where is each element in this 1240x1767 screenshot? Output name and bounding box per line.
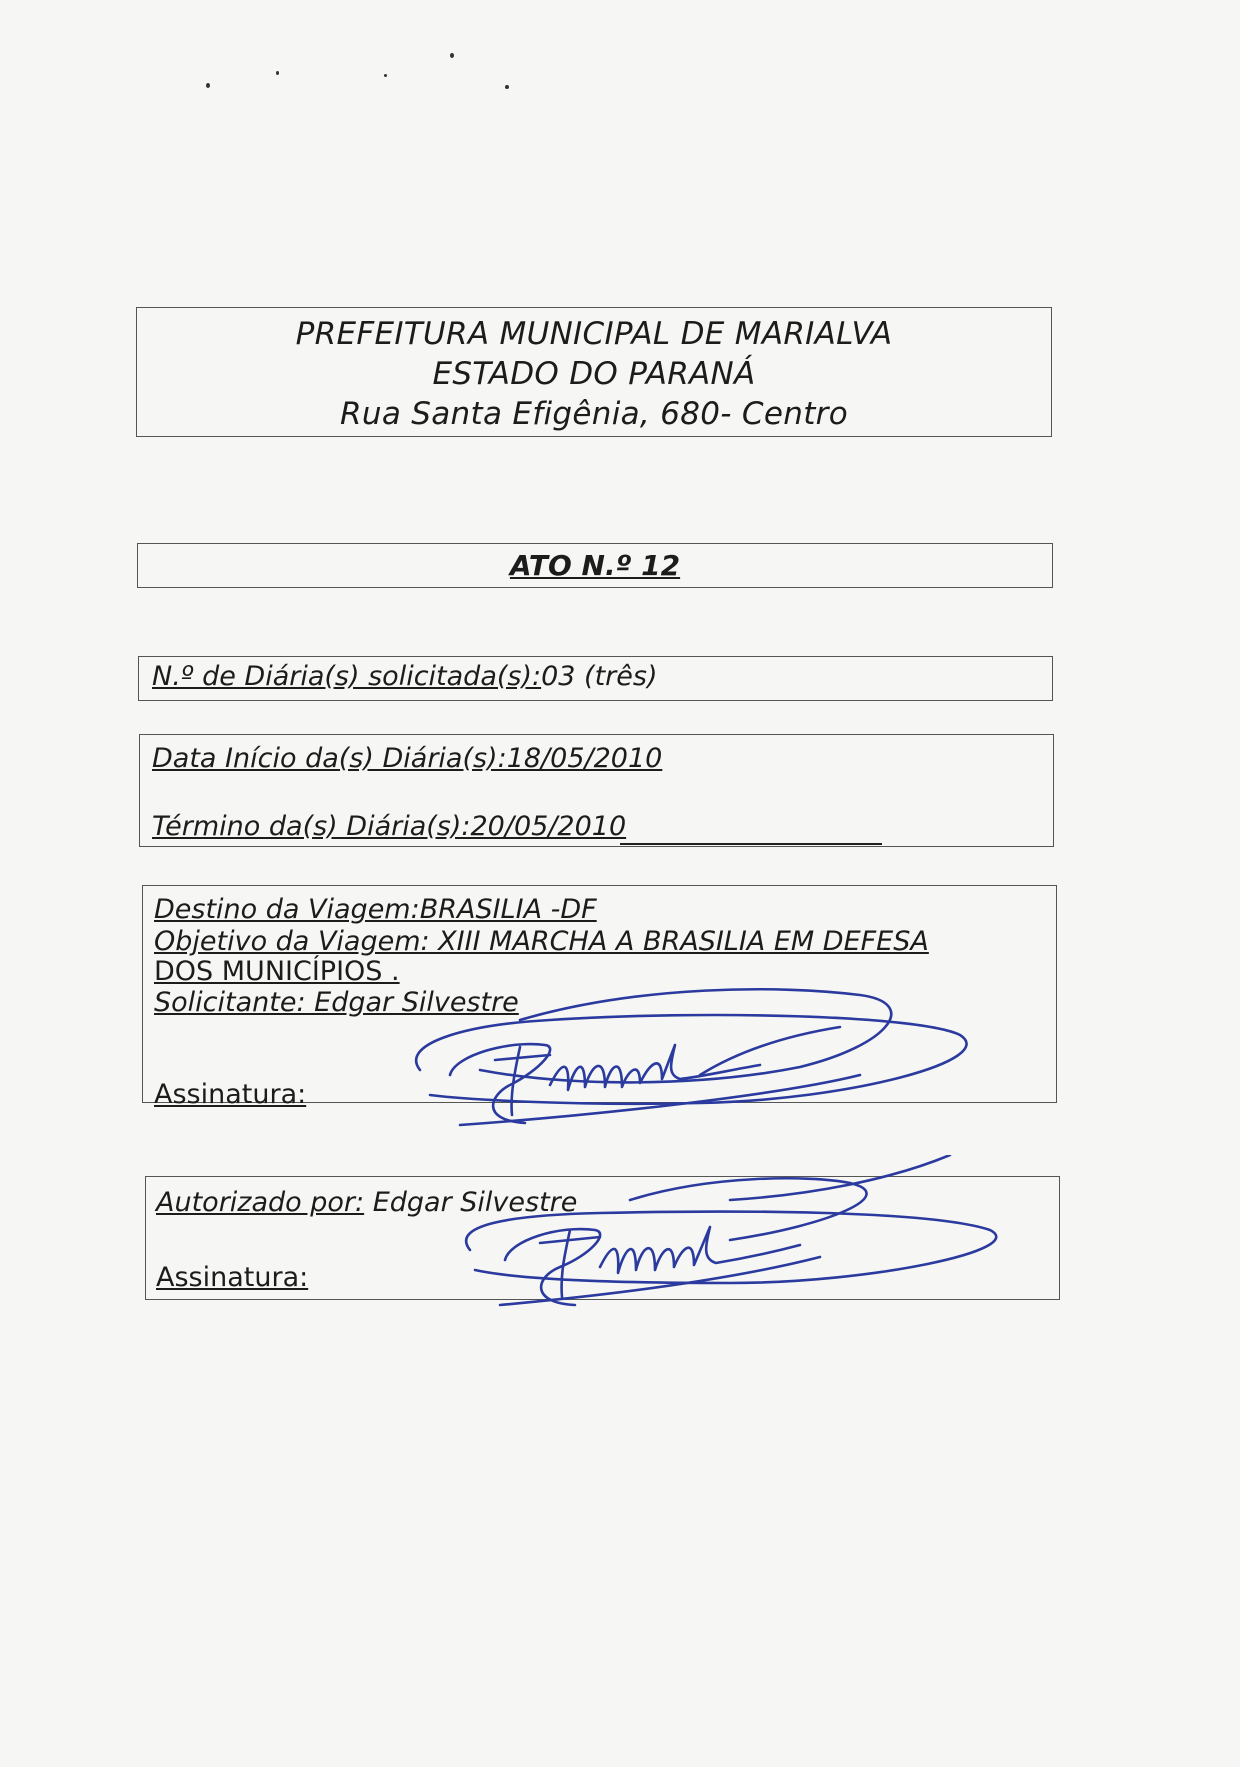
autorizado-name: Edgar Silvestre (372, 1187, 578, 1218)
state-name: ESTADO DO PARANÁ (432, 356, 756, 392)
autorizado-box (145, 1176, 1060, 1300)
objetivo-line2: DOS MUNICÍPIOS . (154, 956, 400, 987)
viagem-box (142, 885, 1057, 1110)
scan-speck (206, 83, 210, 88)
diarias-value: 03 (três) (541, 661, 658, 692)
autorizado-line (156, 1187, 577, 1218)
ato-box (137, 543, 1053, 588)
municipality-name: PREFEITURA MUNICIPAL DE MARIALVA (295, 316, 893, 352)
autorizado-label: Autorizado por: (156, 1187, 365, 1218)
termino-underline (620, 843, 882, 845)
datas-box (139, 734, 1054, 847)
data-inicio: Data Início da(s) Diária(s):18/05/2010 (152, 743, 663, 774)
scan-speck (276, 71, 279, 75)
destino: Destino da Viagem:BRASILIA -DF (154, 894, 597, 925)
diarias-box (138, 656, 1053, 701)
objetivo-line1: Objetivo da Viagem: XIII MARCHA A BRASILIA EM DEFESA (154, 926, 929, 957)
assinatura-label-autorizado: Assinatura: (156, 1262, 309, 1293)
address: Rua Santa Efigênia, 680- Centro (340, 396, 848, 432)
diarias-label: N.º de Diária(s) solicitada(s): (152, 661, 542, 692)
scan-speck (450, 53, 454, 58)
header-box (136, 307, 1052, 437)
scan-speck (505, 85, 509, 89)
scan-speck (384, 74, 387, 77)
data-termino: Término da(s) Diária(s):20/05/2010 (152, 811, 627, 842)
diarias-line (152, 661, 657, 692)
assinatura-label-solicitante: Assinatura: (154, 1079, 307, 1110)
ato-title: ATO N.º 12 (509, 549, 681, 582)
solicitante: Solicitante: Edgar Silvestre (154, 987, 519, 1018)
